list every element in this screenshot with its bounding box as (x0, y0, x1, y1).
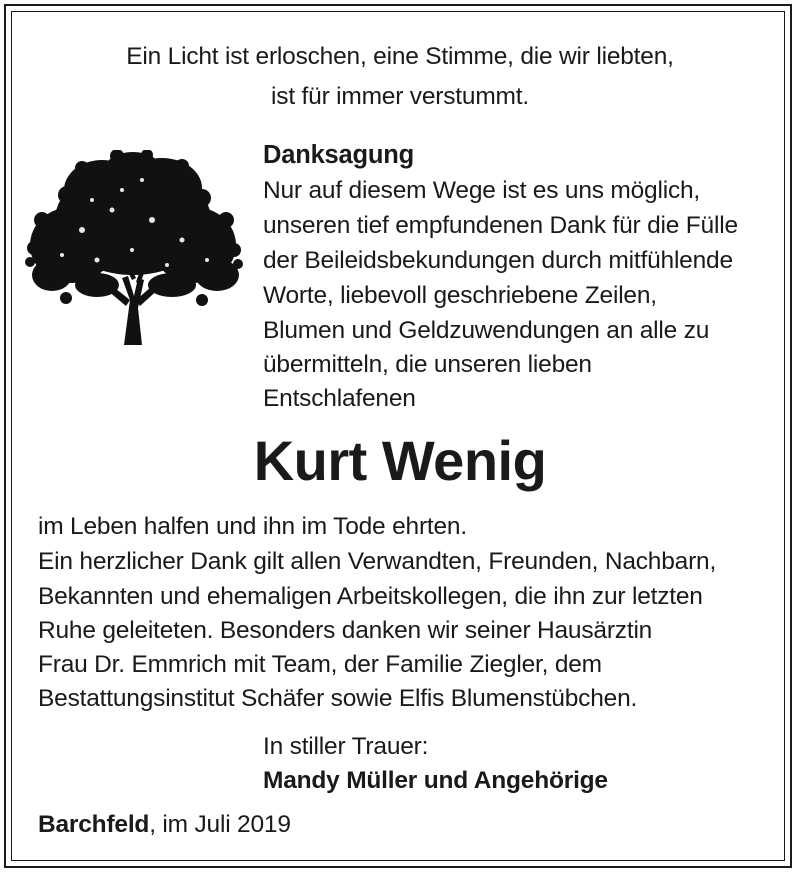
deceased-name: Kurt Wenig (253, 429, 547, 492)
thanks-line: der Beileidsbekundungen durch mitfühlende (263, 247, 733, 274)
thanks-line: Entschlafenen (263, 385, 416, 412)
thanks-line: Blumen und Geldzuwendungen an alle zu (263, 317, 710, 344)
tree-icon (22, 150, 244, 345)
thanks-heading: Danksagung (263, 141, 415, 169)
body-line: Frau Dr. Emmrich mit Team, der Familie Ziegler, dem (38, 651, 602, 678)
thanks-line: übermitteln, die unseren lieben (263, 351, 592, 378)
body-line: Ein herzlicher Dank gilt allen Verwandten, Freunden, Nachbarn, (38, 548, 717, 575)
thanks-line: unseren tief empfundenen Dank für die Fülle (263, 212, 738, 239)
thanks-line: Worte, liebevoll geschriebene Zeilen, (263, 282, 657, 309)
signature-names: Mandy Müller und Angehörige (263, 767, 608, 794)
body-line: Bekannten und ehemaligen Arbeitskollegen, die ihn zur letzten (38, 583, 703, 610)
thanks-line: Nur auf diesem Wege ist es uns möglich, (263, 177, 701, 204)
signature-intro: In stiller Trauer: (263, 733, 429, 760)
date: , im Juli 2019 (149, 811, 291, 838)
place-date (38, 808, 291, 842)
place: Barchfeld (38, 811, 150, 838)
body-line: im Leben halfen und ihn im Tode ehrten. (38, 513, 467, 540)
intro-line-1: Ein Licht ist erloschen, eine Stimme, die wir liebten, (126, 43, 674, 70)
intro-line-2: ist für immer verstummt. (271, 83, 529, 110)
body-line: Bestattungsinstitut Schäfer sowie Elfis Blumenstübchen. (38, 685, 638, 712)
body-line: Ruhe geleiteten. Besonders danken wir seiner Hausärztin (38, 617, 653, 644)
